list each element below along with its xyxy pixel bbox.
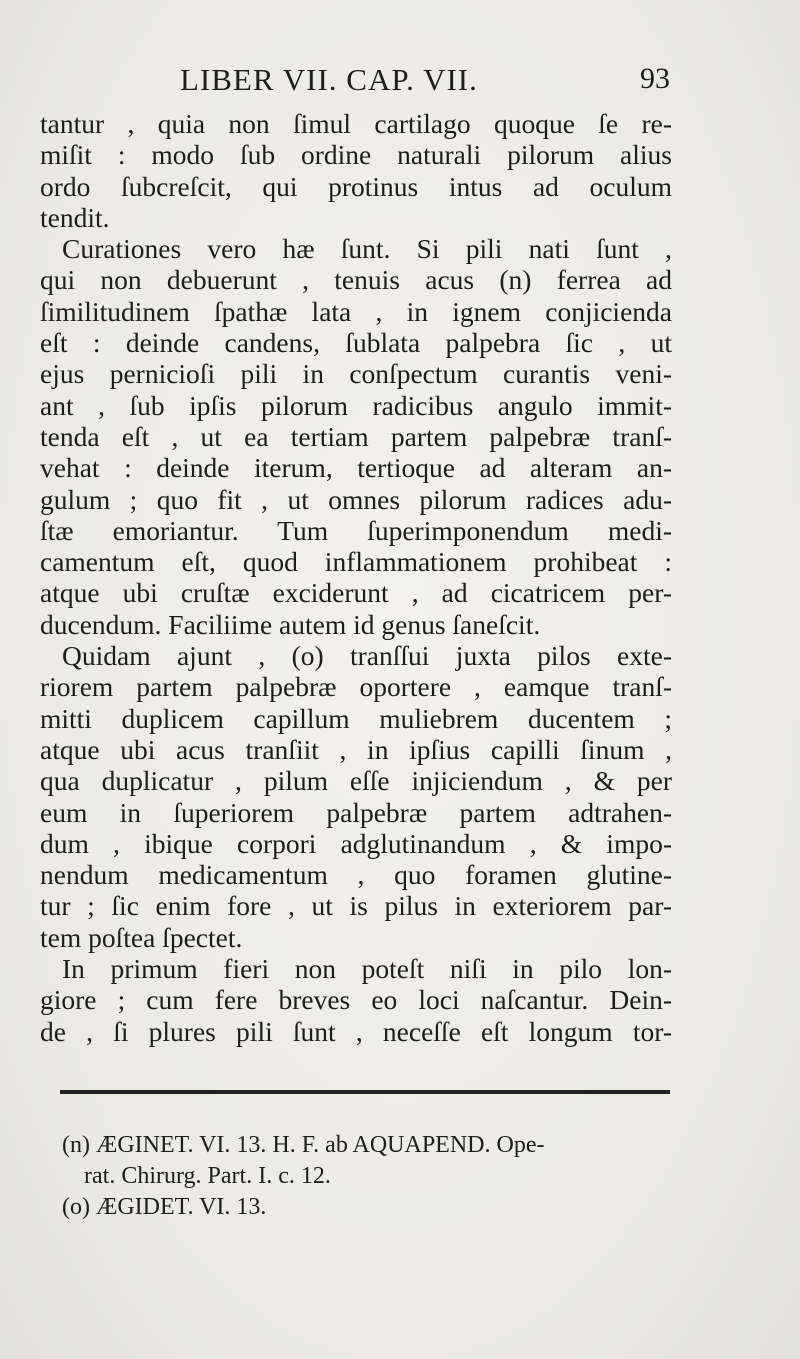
text-line: ejus pernicioſi pili in conſpectum curantis veni-: [40, 358, 672, 390]
text-line: dum , ibique corpori adglutinandum , & impo-: [40, 827, 672, 859]
text-line: camentum eſt, quod inflammationem prohibeat :: [40, 546, 672, 578]
text-line: atque ubi acus tranſiit , in ipſius capilli ſinum ,: [40, 733, 672, 765]
text-line: mitti duplicem capillum muliebrem ducentem ;: [40, 702, 672, 734]
page-number: 93: [640, 62, 670, 95]
text-line: riorem partem palpebræ oportere , eamque tranſ-: [40, 671, 672, 703]
text-line: ſimilitudinem ſpathæ lata , in ignem conjicienda: [40, 295, 672, 327]
text-line: ſtæ emoriantur. Tum ſuperimponendum medi-: [40, 514, 672, 546]
text-line: eſt : deinde candens, ſublata palpebra ſic , ut: [40, 327, 672, 359]
text-line: nendum medicamentum , quo foramen glutine-: [40, 859, 672, 891]
text-line: In primum fieri non poteſt niſi in pilo lon-: [62, 953, 672, 985]
text-line: Curationes vero hæ ſunt. Si pili nati ſunt ,: [62, 233, 672, 265]
footnotes: [62, 1130, 678, 1223]
text-line: de , ſi plures pili ſunt , neceſſe eſt longum tor-: [40, 1015, 672, 1047]
text-line: ant , ſub ipſis pilorum radicibus angulo immit-: [40, 389, 672, 421]
text-line: miſit : modo ſub ordine naturali pilorum alius: [40, 139, 672, 171]
footnote-line: rat. Chirurg. Part. I. c. 12.: [84, 1163, 331, 1189]
text-line: tenda eſt , ut ea tertiam partem palpebræ tranſ-: [40, 420, 672, 452]
text-line: tendit.: [40, 201, 110, 233]
footnote-line: (n) ÆGINET. VI. 13. H. F. ab AQUAPEND. Ope-: [62, 1132, 545, 1158]
text-line: tem poſtea ſpectet.: [40, 921, 243, 953]
text-line: tantur , quia non ſimul cartilago quoque ſe re-: [40, 108, 672, 139]
footnote-line: (o) ÆGIDET. VI. 13.: [62, 1194, 267, 1220]
text-line: ducendum. Faciliime autem id genus ſaneſcit.: [40, 608, 541, 640]
footnote-rule: [60, 1090, 670, 1094]
text-line: Quidam ajunt , (o) tranſſui juxta pilos exte-: [62, 640, 672, 672]
text-line: eum in ſuperiorem palpebræ partem adtrahen-: [40, 796, 672, 828]
text-line: giore ; cum fere breves eo loci naſcantur. Dein-: [40, 984, 672, 1016]
text-line: tur ; ſic enim fore , ut is pilus in exteriorem par-: [40, 890, 672, 922]
text-line: vehat : deinde iterum, tertioque ad alteram an-: [40, 452, 672, 484]
running-head-title: LIBER VII. CAP. VII.: [180, 62, 478, 97]
text-line: atque ubi cruſtæ exciderunt , ad cicatricem per-: [40, 577, 672, 609]
text-line: gulum ; quo fit , ut omnes pilorum radices adu-: [40, 483, 672, 515]
body-text: [40, 108, 672, 1047]
text-line: qui non debuerunt , tenuis acus (n) ferrea ad: [40, 264, 672, 296]
running-head: [40, 62, 670, 102]
text-line: qua duplicatur , pilum eſſe injiciendum , & per: [40, 765, 672, 797]
text-line: ordo ſubcreſcit, qui protinus intus ad oculum: [40, 170, 672, 202]
